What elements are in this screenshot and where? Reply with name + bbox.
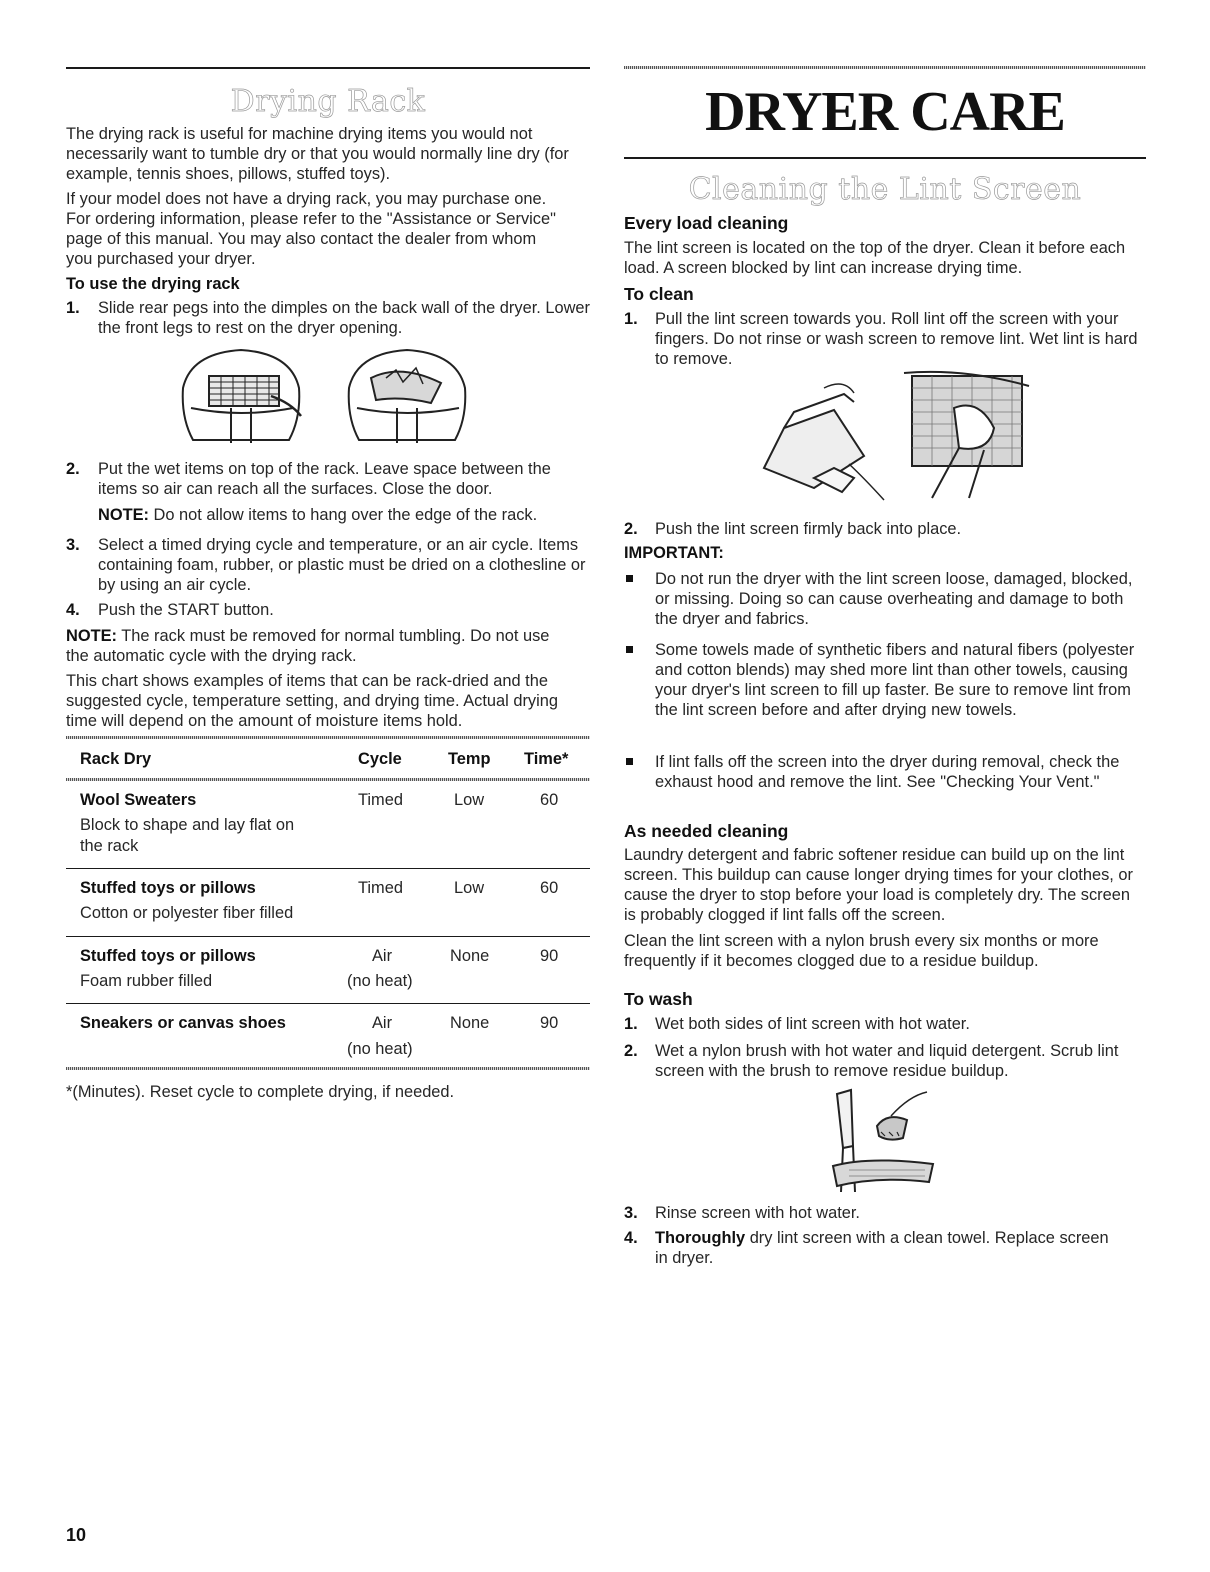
step-number: 1. xyxy=(66,299,80,317)
intro-paragraph: The drying rack is useful for machine drying items you would not necessarily want to tumble dry or that you would normally line dry (for example, tennis shoes, pillows, stuffed toys). xyxy=(66,125,569,183)
table-row-desc: Foam rubber filled xyxy=(80,972,213,990)
table-row-temp: None xyxy=(450,947,490,965)
lint-screen-wash-illustration xyxy=(829,1086,939,1196)
table-header-rule xyxy=(66,778,590,781)
step-note xyxy=(98,505,590,525)
table-row-time: 90 xyxy=(540,1014,559,1032)
to-clean-heading: To clean xyxy=(624,284,694,304)
every-load-paragraph: The lint screen is located on the top of the dryer. Clean it before each load. A screen blocked by lint can increase drying time. xyxy=(624,239,1126,277)
table-row-divider xyxy=(66,936,590,937)
note-text: The rack must be removed for normal tumbling. Do not use the automatic cycle with the drying rack. xyxy=(66,627,550,665)
table-row-desc: Cotton or polyester fiber filled xyxy=(80,904,294,922)
title-rule xyxy=(624,157,1146,159)
as-needed-paragraph: Laundry detergent and fabric softener residue can build up on the lint screen. This buildup can cause longer drying times for your clothes, or cause the dryer to stop before your load is completely dry. The screen is probably clogged if lint falls off the screen. xyxy=(624,846,1133,924)
table-row-divider xyxy=(66,868,590,869)
table-row-item: Sneakers or canvas shoes xyxy=(80,1014,286,1032)
important-bullet: Do not run the dryer with the lint screen loose, damaged, blocked, or missing. Doing so can cause overheating and damage to both the dryer and fabrics. xyxy=(655,570,1133,628)
section-title-drying-rack: Drying Rack xyxy=(230,84,426,119)
chart-intro-paragraph: This chart shows examples of items that can be rack-dried and the suggested cycle, temperature setting, and drying time. Actual drying time will depend on the amount of moisture items hold. xyxy=(66,672,558,730)
step-text: Slide rear pegs into the dimples on the back wall of the dryer. Lower the front legs to rest on the dryer opening. xyxy=(98,299,590,337)
use-rack-heading: To use the drying rack xyxy=(66,275,240,293)
table-header-rack-dry: Rack Dry xyxy=(80,750,152,768)
note-text: Do not allow items to hang over the edge of the rack. xyxy=(149,506,538,524)
page-title: DRYER CARE xyxy=(705,81,1065,143)
important-bullet: Some towels made of synthetic fibers and natural fibers (polyester and cotton blends) may shed more lint than other towels, causing your dryer's lint screen to fill up faster. Be sure to remove lint from the lint screen before and after drying new towels. xyxy=(655,641,1135,719)
table-row-cycle-note: (no heat) xyxy=(347,972,413,990)
step-text: Wet a nylon brush with hot water and liquid detergent. Scrub lint screen with the brush to remove residue buildup. xyxy=(655,1042,1119,1080)
table-row-cycle: Timed xyxy=(358,791,403,809)
step-text: Put the wet items on top of the rack. Leave space between the items so air can reach all the surfaces. Close the door. xyxy=(98,460,551,498)
emphasis-text: Thoroughly xyxy=(655,1229,746,1247)
table-row-temp: Low xyxy=(454,791,485,809)
table-row-time: 60 xyxy=(540,879,559,897)
step-text-rest: dry lint screen with a clean towel. Replace screen in dryer. xyxy=(655,1229,1109,1267)
note-paragraph xyxy=(66,626,576,666)
lint-screen-illustration xyxy=(754,368,1034,504)
step-number: 3. xyxy=(624,1204,638,1222)
table-row-cycle: Timed xyxy=(358,879,403,897)
table-row-item: Stuffed toys or pillows xyxy=(80,947,256,965)
table-row-cycle-note: (no heat) xyxy=(347,1040,413,1058)
table-row-cycle: Air xyxy=(372,947,393,965)
step-text: Rinse screen with hot water. xyxy=(655,1204,860,1222)
step-text: Push the START button. xyxy=(98,601,274,619)
top-rule xyxy=(66,67,590,69)
table-row-temp: None xyxy=(450,1014,490,1032)
table-row-item: Wool Sweaters xyxy=(80,791,197,809)
step-text: Wet both sides of lint screen with hot water. xyxy=(655,1015,970,1033)
table-row-time: 90 xyxy=(540,947,559,965)
table-row-item: Stuffed toys or pillows xyxy=(80,879,256,897)
to-wash-heading: To wash xyxy=(624,989,693,1009)
as-needed-paragraph: Clean the lint screen with a nylon brush every six months or more frequently if it becomes clogged due to a residue buildup. xyxy=(624,932,1099,970)
note-label: NOTE: xyxy=(66,627,117,645)
table-header-cycle: Cycle xyxy=(358,750,402,768)
step-number: 2. xyxy=(624,520,638,538)
bullet-icon xyxy=(626,575,633,582)
step-number: 4. xyxy=(66,601,80,619)
as-needed-heading: As needed cleaning xyxy=(624,821,789,841)
table-row-temp: Low xyxy=(454,879,485,897)
step-text: Select a timed drying cycle and temperature, or an air cycle. Items containing foam, rubber, or plastic must be dried on a clothesline or by using an air cycle. xyxy=(98,536,586,594)
bullet-icon xyxy=(626,758,633,765)
step-number: 1. xyxy=(624,1015,638,1033)
table-row-cycle: Air xyxy=(372,1014,393,1032)
table-header-temp: Temp xyxy=(448,750,491,768)
step-number: 1. xyxy=(624,310,638,328)
step-text: Pull the lint screen towards you. Roll lint off the screen with your fingers. Do not rinse or wash screen to remove lint. Wet lint is hard to remove. xyxy=(655,310,1138,368)
drying-rack-illustration xyxy=(171,348,481,448)
table-row-time: 60 xyxy=(540,791,559,809)
step-text: Push the lint screen firmly back into place. xyxy=(655,520,962,538)
page-number: 10 xyxy=(66,1525,87,1545)
table-footnote: *(Minutes). Reset cycle to complete drying, if needed. xyxy=(66,1083,455,1101)
table-row-desc: the rack xyxy=(80,837,139,855)
step-number: 2. xyxy=(66,460,80,478)
table-bottom-rule xyxy=(66,1067,590,1070)
every-load-heading: Every load cleaning xyxy=(624,213,789,233)
table-header-time: Time* xyxy=(524,750,569,768)
important-label: IMPORTANT: xyxy=(624,544,724,562)
important-bullet: If lint falls off the screen into the dryer during removal, check the exhaust hood and remove the lint. See "Checking Your Vent." xyxy=(655,753,1120,791)
step-text xyxy=(655,1228,1115,1268)
table-top-rule xyxy=(66,736,590,739)
note-label: NOTE: xyxy=(98,506,149,524)
step-number: 4. xyxy=(624,1229,638,1247)
top-rule xyxy=(624,66,1146,69)
step-number: 3. xyxy=(66,536,80,554)
purchase-paragraph: If your model does not have a drying rack, you may purchase one. For ordering information, please refer to the "Assistance or Service" page of this manual. You may also contact the dealer from whom you purchased your dryer. xyxy=(66,190,556,268)
section-title-lint-screen: Cleaning the Lint Screen xyxy=(688,172,1082,207)
table-row-desc: Block to shape and lay flat on xyxy=(80,816,295,834)
table-row-divider xyxy=(66,1003,590,1004)
bullet-icon xyxy=(626,646,633,653)
step-number: 2. xyxy=(624,1042,638,1060)
